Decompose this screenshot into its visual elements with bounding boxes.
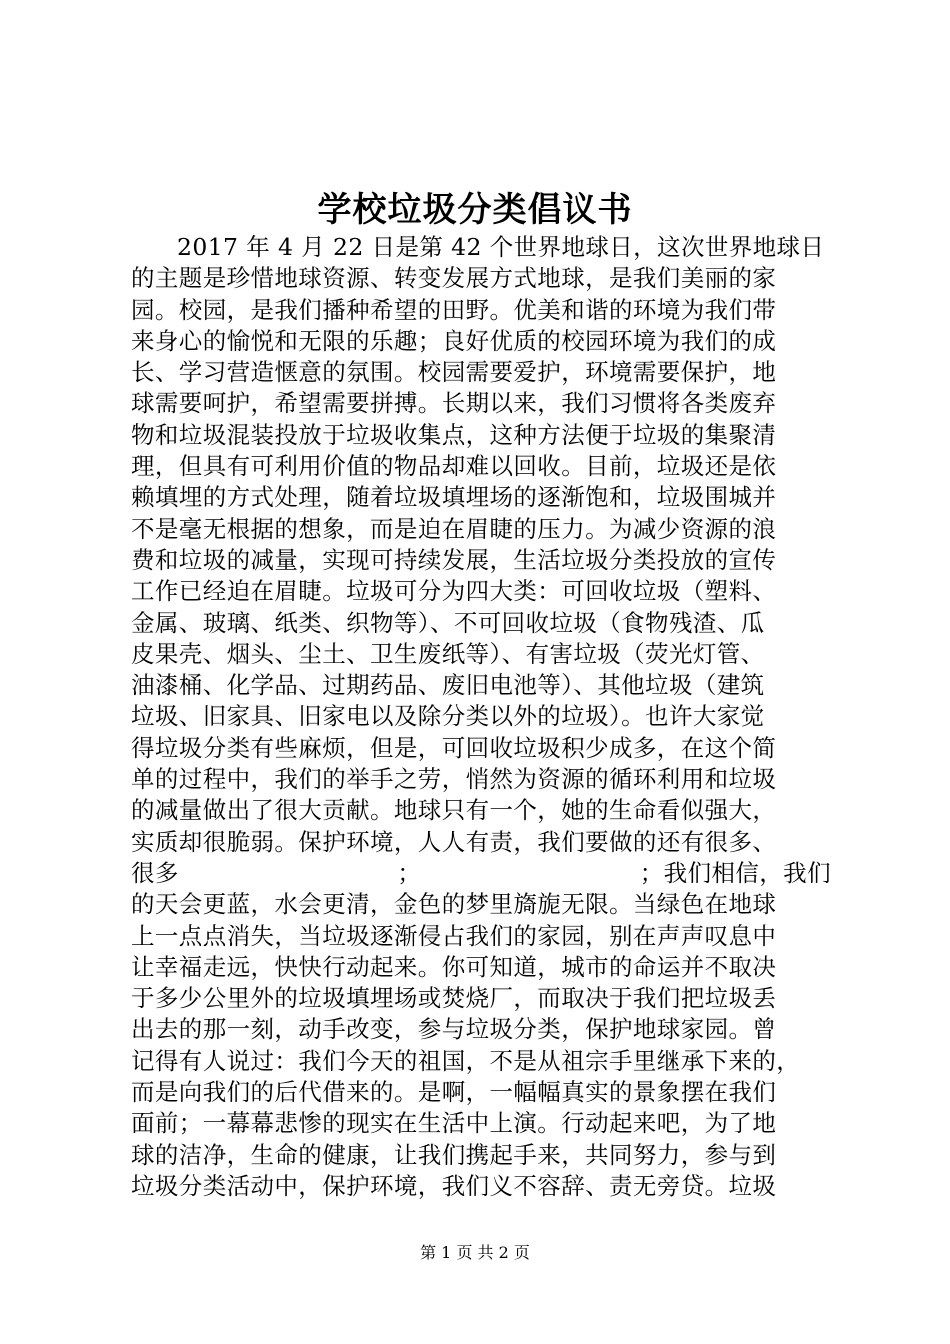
paragraph-line: 面前；一幕幕悲惨的现实在生活中上演。行动起来吧，为了地 <box>131 1109 777 1138</box>
paragraph-line: 球的洁净，生命的健康，让我们携起手来，共同努力，参与到 <box>131 1140 777 1169</box>
paragraph-line: 让幸福走远，快快行动起来。你可知道，城市的命运并不取决 <box>131 952 777 981</box>
paragraph-line: 而是向我们的后代借来的。是啊，一幅幅真实的景象摆在我们 <box>131 1078 777 1107</box>
paragraph-line: 工作已经迫在眉睫。垃圾可分为四大类：可回收垃圾（塑料、 <box>131 577 777 606</box>
paragraph-line: 垃圾分类活动中，保护环境，我们义不容辞、责无旁贷。垃圾 <box>131 1171 777 1200</box>
page-footer: 第 1 页 共 2 页 <box>420 1243 530 1262</box>
paragraph-line: 长、学习营造惬意的氛围。校园需要爱护，环境需要保护，地 <box>131 358 777 387</box>
paragraph-line: 不是毫无根据的想象，而是迫在眉睫的压力。为减少资源的浪 <box>131 514 777 543</box>
paragraph-line: 得垃圾分类有些麻烦，但是，可回收垃圾积少成多，在这个简 <box>131 733 777 762</box>
document-body <box>131 232 831 1202</box>
paragraph-line: 理，但具有可利用价值的物品却难以回收。目前，垃圾还是依 <box>131 452 777 481</box>
document-title: 学校垃圾分类倡议书 <box>317 190 633 230</box>
paragraph-line: 2017 年 4 月 22 日是第 42 个世界地球日，这次世界地球日 <box>177 233 825 261</box>
spread-fragment: 很多 <box>131 858 179 887</box>
spread-fragment: ；我们相信，我们 <box>639 858 831 887</box>
paragraph-line: 单的过程中，我们的举手之劳，悄然为资源的循环利用和垃圾 <box>131 765 777 794</box>
paragraph-line: 园。校园，是我们播种希望的田野。优美和谐的环境为我们带 <box>131 295 777 324</box>
paragraph-line: 的天会更蓝，水会更清，金色的梦里旖旎无限。当绿色在地球 <box>131 890 777 919</box>
paragraph-line: 记得有人说过：我们今天的祖国，不是从祖宗手里继承下来的， <box>131 1046 801 1075</box>
paragraph-line: 费和垃圾的减量，实现可持续发展，生活垃圾分类投放的宣传 <box>131 545 777 574</box>
paragraph-line: 于多少公里外的垃圾填埋场或焚烧厂，而取决于我们把垃圾丢 <box>131 984 777 1013</box>
paragraph-line: 的减量做出了很大贡献。地球只有一个，她的生命看似强大， <box>131 796 777 825</box>
paragraph-line: 出去的那一刻，动手改变，参与垃圾分类，保护地球家园。曾 <box>131 1015 777 1044</box>
paragraph-line: 的主题是珍惜地球资源、转变发展方式地球，是我们美丽的家 <box>131 264 777 293</box>
paragraph-line: 物和垃圾混装投放于垃圾收集点，这种方法便于垃圾的集聚清 <box>131 420 777 449</box>
paragraph-line: 皮果壳、烟头、尘土、卫生废纸等）、有害垃圾（荧光灯管、 <box>131 639 765 668</box>
paragraph-line: 实质却很脆弱。保护环境，人人有责，我们要做的还有很多、 <box>131 827 777 856</box>
paragraph-line: 来身心的愉悦和无限的乐趣；良好优质的校园环境为我们的成 <box>131 326 777 355</box>
paragraph-line: 球需要呵护，希望需要拼搏。长期以来，我们习惯将各类废弃 <box>131 389 777 418</box>
paragraph-line: 上一点点消失，当垃圾逐渐侵占我们的家园，别在声声叹息中 <box>131 921 777 950</box>
paragraph-line-spread <box>131 858 831 889</box>
paragraph-line: 金属、玻璃、纸类、织物等）、不可回收垃圾（食物残渣、瓜 <box>131 608 765 637</box>
spread-fragment: ； <box>397 858 422 887</box>
paragraph-line: 垃圾、旧家具、旧家电以及除分类以外的垃圾）。也许大家觉 <box>131 702 765 731</box>
paragraph-line: 油漆桶、化学品、过期药品、废旧电池等）、其他垃圾（建筑 <box>131 671 765 700</box>
paragraph-line: 赖填埋的方式处理，随着垃圾填埋场的逐渐饱和，垃圾围城并 <box>131 483 777 512</box>
